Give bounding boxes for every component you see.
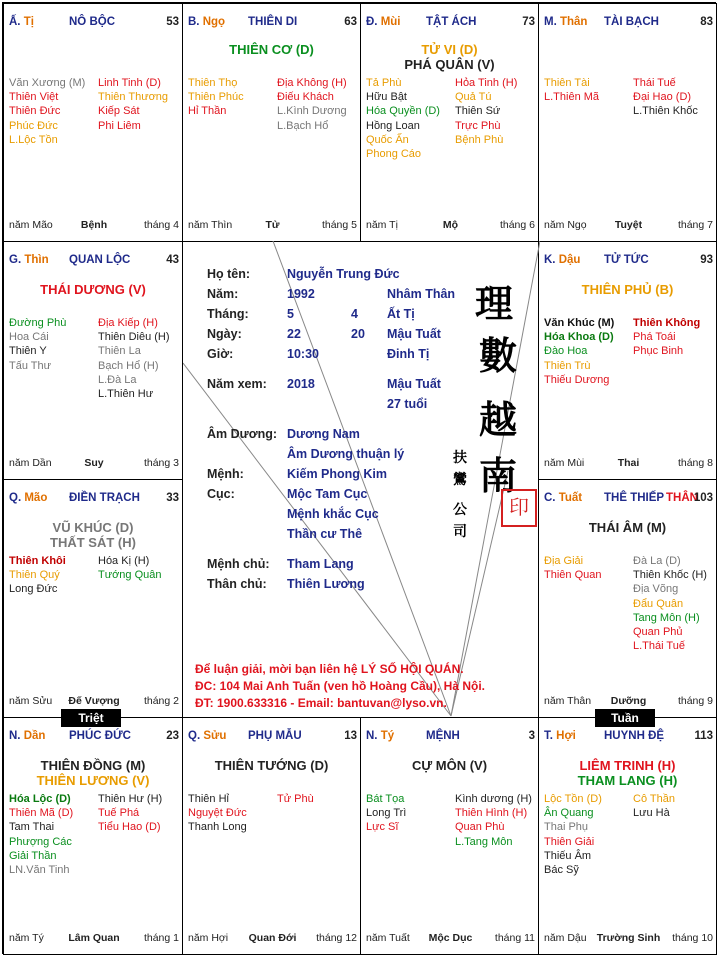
minor-star: Đường Phù xyxy=(9,317,67,329)
foot-stage: Quan Đới xyxy=(248,932,297,944)
minor-star: Phục Binh xyxy=(633,345,684,358)
day-lunar: 20 xyxy=(351,327,365,341)
foot-stage: Mộ xyxy=(442,219,459,231)
minor-star: L.Đà La xyxy=(98,373,137,386)
stars-left xyxy=(188,792,247,835)
main-star: THAM LANG (H) xyxy=(577,773,678,788)
palace-age: 113 xyxy=(694,730,713,742)
minor-star: Quốc Ấn xyxy=(366,133,409,146)
foot-stage: Mộc Dục xyxy=(428,932,473,944)
foot-month: tháng 2 xyxy=(143,695,179,707)
stars-right xyxy=(633,316,700,359)
contact-line-1: Để luận giải, mời bạn liên hệ LÝ SỐ HỘI QUÁN. xyxy=(195,662,464,676)
brand-small-1: 扶 xyxy=(453,450,467,466)
minor-star: Thiên Mã (D) xyxy=(9,807,74,820)
brand-char-3: 越 xyxy=(479,397,518,442)
minor-star: Cô Thần xyxy=(633,793,675,805)
palace-age: 93 xyxy=(700,254,713,266)
palace-position: K. Dậu xyxy=(544,254,581,266)
minor-star: Thanh Long xyxy=(188,821,247,834)
stars-left xyxy=(366,76,440,161)
palace-position: Q. Sửu xyxy=(188,730,227,742)
minor-star: Đà La (D) xyxy=(633,555,681,567)
stars-left xyxy=(9,554,66,597)
main-star: THÁI ÂM (M) xyxy=(588,520,667,535)
foot-year: năm Thìn xyxy=(188,219,233,231)
stars-right xyxy=(98,792,162,835)
minor-star: Địa Kiếp (H) xyxy=(98,317,158,329)
minor-star: Thiên Phúc xyxy=(188,91,244,104)
palace-position: B. Ngọ xyxy=(188,16,226,28)
minor-star: Phúc Đức xyxy=(9,119,58,132)
minor-star: Thiên Trù xyxy=(544,359,591,372)
palace-ty-bottom[interactable] xyxy=(360,717,539,955)
stars-left xyxy=(544,792,602,877)
palace-tuat[interactable] xyxy=(538,479,717,718)
minor-star: Tam Thai xyxy=(9,821,55,834)
minor-star: Nguyệt Đức xyxy=(188,807,247,820)
cuc-value: Mộc Tam Cục xyxy=(287,487,368,501)
minor-star: Phá Toái xyxy=(633,331,676,344)
main-star: THIÊN TƯỚNG (D) xyxy=(214,758,329,773)
minor-star: Thiên Không xyxy=(633,317,701,329)
palace-age: 83 xyxy=(700,16,713,28)
brand-char-4: 南 xyxy=(479,453,518,498)
main-stars xyxy=(4,282,182,297)
main-stars xyxy=(361,758,538,773)
minor-star: Hồng Loan xyxy=(366,119,420,132)
brand-small-3: 公 xyxy=(453,502,467,518)
foot-stage: Dưỡng xyxy=(610,695,647,707)
foot-stage: Bệnh xyxy=(80,219,108,231)
minor-star: L.Thiên Hư xyxy=(98,388,154,401)
minor-star: L.Bạch Hổ xyxy=(277,119,329,132)
minor-star: Tang Môn (H) xyxy=(633,611,700,624)
minor-star: Tiểu Hao (D) xyxy=(98,821,161,834)
minor-star: Thiên Diêu (H) xyxy=(98,331,170,344)
minor-star: Hỉ Thần xyxy=(188,105,227,118)
horoscope-chart xyxy=(2,2,716,954)
center-info-panel xyxy=(183,241,540,718)
stars-left xyxy=(9,76,85,147)
minor-star: Thiên Quan xyxy=(544,569,602,582)
stars-right xyxy=(633,554,707,653)
minor-star: Bệnh Phù xyxy=(455,133,504,146)
palace-ngo[interactable] xyxy=(182,3,361,242)
month-solar: 5 xyxy=(287,307,294,321)
minor-star: Thiên Thọ xyxy=(188,77,238,89)
name-value: Nguyễn Trung Đức xyxy=(287,267,400,281)
main-star: THIÊN LƯƠNG (V) xyxy=(36,773,150,788)
palace-dan[interactable] xyxy=(3,717,183,955)
year-value: 1992 xyxy=(287,287,315,301)
than-position: Thần cư Thê xyxy=(287,527,363,541)
minor-star: Lộc Tồn (D) xyxy=(544,793,602,805)
foot-stage: Tuyệt xyxy=(614,219,643,231)
day-label: Ngày: xyxy=(207,327,242,341)
palace-name: ĐIỀN TRẠCH xyxy=(69,492,140,504)
palace-age: 73 xyxy=(522,16,535,28)
minor-star: Địa Không (H) xyxy=(277,77,347,89)
palace-age: 53 xyxy=(166,16,179,28)
foot-month: tháng 3 xyxy=(143,457,179,469)
main-star: TỬ VI (D) xyxy=(421,42,478,57)
hour-value: 10:30 xyxy=(287,347,319,361)
minor-star: Kiếp Sát xyxy=(98,105,140,118)
minor-star: Thiên Hình (H) xyxy=(455,807,528,820)
menh-chu-label: Mệnh chủ: xyxy=(207,557,270,571)
foot-month: tháng 12 xyxy=(316,932,357,944)
stars-left xyxy=(544,316,614,387)
palace-position: Đ. Mùi xyxy=(366,16,401,28)
minor-star: Hóa Lộc (D) xyxy=(9,793,71,805)
contact-phone-email: ĐT: 1900.633316 - Email: bantuvan@lyso.vn. xyxy=(195,696,447,710)
minor-star: Bác Sỹ xyxy=(544,864,579,877)
main-stars xyxy=(361,42,538,72)
view-year-canchi: Mậu Tuất xyxy=(387,377,441,391)
minor-star: Phong Cáo xyxy=(366,148,422,161)
main-star: THIÊN CƠ (D) xyxy=(229,42,314,57)
palace-position: C. Tuất xyxy=(544,492,583,504)
foot-month: tháng 1 xyxy=(143,932,179,944)
palace-name: QUAN LỘC xyxy=(69,254,131,266)
palace-position: N. Dần xyxy=(9,730,46,742)
stars-right xyxy=(633,792,675,820)
foot-stage: Thai xyxy=(617,457,640,469)
main-stars xyxy=(539,282,716,297)
palace-position: Q. Mão xyxy=(9,492,48,504)
minor-star: Thiên Hư (H) xyxy=(98,793,163,805)
stars-right xyxy=(98,316,170,401)
palace-age: 63 xyxy=(344,16,357,28)
palace-than[interactable] xyxy=(538,3,717,242)
minor-star: Thiên La xyxy=(98,345,141,358)
minor-star: Đào Hoa xyxy=(544,345,588,358)
minor-star: Lưu Hà xyxy=(633,807,670,820)
minor-star: Phượng Các xyxy=(9,835,72,848)
foot-stage: Suy xyxy=(84,457,104,469)
minor-star: Bạch Hổ (H) xyxy=(98,359,159,372)
view-year-value: 2018 xyxy=(287,377,315,391)
palace-mui[interactable] xyxy=(360,3,539,242)
minor-star: L.Tang Môn xyxy=(455,835,513,848)
stars-right xyxy=(455,792,532,849)
palace-name: NÔ BỘC xyxy=(69,16,115,28)
minor-star: Đẩu Quân xyxy=(633,597,684,610)
minor-star: Hoa Cái xyxy=(9,331,49,344)
stars-left xyxy=(9,792,73,877)
main-stars xyxy=(183,758,360,773)
minor-star: Tả Phù xyxy=(366,77,402,89)
cuc-relation: Mệnh khắc Cục xyxy=(287,507,379,521)
palace-age: 103 xyxy=(693,492,713,504)
minor-star: Thiếu Dương xyxy=(544,373,610,386)
stars-left xyxy=(544,76,599,104)
minor-star: Địa Giải xyxy=(544,555,584,567)
foot-year: năm Tý xyxy=(9,932,44,944)
minor-star: L.Thái Tuế xyxy=(633,640,685,653)
main-star: PHÁ QUÂN (V) xyxy=(404,57,495,72)
foot-year: năm Sửu xyxy=(9,695,53,707)
palace-name: TẬT ÁCH xyxy=(426,16,477,28)
minor-star: Thiên Khốc (H) xyxy=(633,569,707,582)
minor-star: Long Trì xyxy=(366,807,407,820)
minor-star: Quả Tú xyxy=(455,91,492,104)
minor-star: Ân Quang xyxy=(544,807,594,820)
minor-star: Đại Hao (D) xyxy=(633,91,692,104)
minor-star: Lực Sĩ xyxy=(366,821,399,834)
menh-value: Kiếm Phong Kim xyxy=(287,467,388,481)
foot-stage: Tử xyxy=(265,219,280,231)
minor-star: Hóa Quyền (D) xyxy=(366,105,440,118)
minor-star: L.Thiên Mã xyxy=(544,91,600,104)
stars-right xyxy=(98,76,168,133)
foot-month: tháng 4 xyxy=(143,219,179,231)
minor-star: Giải Thần xyxy=(9,849,57,862)
brand-char-1: 理 xyxy=(475,281,514,326)
minor-star: L.Kình Dương xyxy=(277,105,347,118)
palace-name: THIÊN DI xyxy=(248,16,298,28)
palace-position: N. Tý xyxy=(366,730,395,742)
palace-position: Ấ. Tị xyxy=(9,16,34,28)
palace-position: M. Thân xyxy=(544,16,588,28)
stars-right xyxy=(455,76,517,147)
than-chu-label: Thân chủ: xyxy=(207,577,267,591)
contact-address: ĐC: 104 Mai Anh Tuấn (ven hồ Hoàng Cầu), Hà Nội. xyxy=(195,679,486,693)
menh-chu-value: Tham Lang xyxy=(287,557,354,571)
main-stars xyxy=(539,520,716,535)
minor-star: Thái Tuế xyxy=(633,77,676,89)
foot-month: tháng 10 xyxy=(672,932,713,944)
minor-star: LN.Văn Tinh xyxy=(9,864,70,877)
hour-canchi: Đinh Tị xyxy=(387,347,430,361)
year-label: Năm: xyxy=(207,287,239,301)
day-solar: 22 xyxy=(287,327,301,341)
month-label: Tháng: xyxy=(207,307,249,321)
palace-position: G. Thìn xyxy=(9,254,49,266)
foot-month: tháng 5 xyxy=(321,219,357,231)
foot-month: tháng 7 xyxy=(677,219,713,231)
foot-stage: Đế Vượng xyxy=(68,695,120,707)
brand-small-2: 鸞 xyxy=(453,472,467,488)
name-label: Họ tên: xyxy=(207,267,251,281)
main-star: VŨ KHÚC (D) xyxy=(52,520,134,535)
foot-stage: Lâm Quan xyxy=(68,932,120,944)
palace-ty-top[interactable] xyxy=(3,3,183,242)
main-star: THIÊN ĐỒNG (M) xyxy=(40,758,146,773)
minor-star: Quan Phù xyxy=(455,821,505,834)
stars-right xyxy=(633,76,698,119)
palace-age: 3 xyxy=(528,730,535,742)
minor-star: Thiên Khôi xyxy=(9,555,66,567)
foot-year: năm Tuất xyxy=(366,932,410,944)
minor-star: Thiên Đức xyxy=(9,105,61,118)
minor-star: Thiếu Âm xyxy=(544,849,592,862)
minor-star: Thiên Y xyxy=(9,345,47,358)
palace-name: TÀI BẠCH xyxy=(604,16,659,28)
brand-small-4: 司 xyxy=(453,524,467,540)
minor-star: Linh Tinh (D) xyxy=(98,77,161,89)
brand-char-2: 數 xyxy=(479,333,518,378)
minor-star: Hỏa Tinh (H) xyxy=(455,77,518,89)
red-seal-stamp: 印 xyxy=(501,489,537,527)
stars-right xyxy=(277,792,314,806)
minor-star: Tấu Thư xyxy=(9,359,52,372)
foot-year: năm Dần xyxy=(9,457,52,469)
palace-age: 13 xyxy=(344,730,357,742)
main-stars xyxy=(4,758,182,788)
main-stars xyxy=(4,520,182,550)
month-lunar: 4 xyxy=(351,307,358,321)
palace-suu[interactable] xyxy=(182,717,361,955)
minor-star: Hóa Kị (H) xyxy=(98,555,150,567)
triet-marker: Triệt xyxy=(61,709,121,727)
day-canchi: Mậu Tuất xyxy=(387,327,441,341)
main-star: THÁI DƯƠNG (V) xyxy=(40,282,146,297)
age-value: 27 tuổi xyxy=(387,397,428,411)
minor-star: Thiên Hỉ xyxy=(188,793,229,805)
main-star: THIÊN PHỦ (B) xyxy=(581,282,674,297)
foot-month: tháng 11 xyxy=(494,932,535,944)
palace-age: 23 xyxy=(166,730,179,742)
minor-star: Trực Phù xyxy=(455,119,501,132)
main-stars xyxy=(183,42,360,57)
minor-star: Thiên Quý xyxy=(9,569,60,582)
body-palace-tag: THÂN xyxy=(666,492,698,504)
minor-star: Tuế Phá xyxy=(98,807,140,820)
menh-label: Mệnh: xyxy=(207,467,244,481)
palace-name: MỆNH xyxy=(426,730,460,742)
minor-star: Bát Tọa xyxy=(366,793,405,805)
hour-label: Giờ: xyxy=(207,347,234,361)
palace-dau[interactable] xyxy=(538,241,717,480)
year-canchi: Nhâm Thân xyxy=(387,287,456,301)
palace-thin[interactable] xyxy=(3,241,183,480)
palace-age: 33 xyxy=(166,492,179,504)
minor-star: Hữu Bật xyxy=(366,91,407,104)
cuc-label: Cục: xyxy=(207,487,235,501)
stars-left xyxy=(366,792,406,835)
minor-star: L.Lộc Tồn xyxy=(9,133,58,146)
foot-month: tháng 9 xyxy=(677,695,713,707)
minor-star: Quan Phủ xyxy=(633,626,683,639)
minor-star: Thai Phụ xyxy=(544,821,589,834)
minor-star: L.Thiên Khốc xyxy=(633,105,698,118)
palace-name: PHỤ MẪU xyxy=(248,730,302,742)
minor-star: Long Đức xyxy=(9,583,58,596)
view-year-label: Năm xem: xyxy=(207,377,267,391)
minor-star: Văn Xương (M) xyxy=(9,77,86,89)
main-star: LIÊM TRINH (H) xyxy=(579,758,676,773)
palace-name: THÊ THIẾP xyxy=(604,492,665,504)
minor-star: Điếu Khách xyxy=(277,91,334,104)
minor-star: Văn Khúc (M) xyxy=(544,317,615,329)
foot-year: năm Tị xyxy=(366,219,398,231)
minor-star: Phi Liêm xyxy=(98,119,141,132)
stars-left xyxy=(9,316,66,373)
minor-star: Thiên Thương xyxy=(98,91,169,104)
tuan-marker: Tuần xyxy=(595,709,655,727)
minor-star: Thiên Giải xyxy=(544,835,595,848)
minor-star: Tướng Quân xyxy=(98,569,162,582)
palace-name: PHÚC ĐỨC xyxy=(69,730,131,742)
minor-star: Tử Phù xyxy=(277,793,314,805)
foot-year: năm Thân xyxy=(544,695,592,707)
main-star: THẤT SÁT (H) xyxy=(50,535,136,550)
yinyang-value: Dương Nam xyxy=(287,427,360,441)
stars-right xyxy=(98,554,162,582)
month-canchi: Ất Tị xyxy=(387,307,415,321)
main-stars xyxy=(539,758,716,788)
foot-year: năm Ngọ xyxy=(544,219,587,231)
yinyang-note: Âm Dương thuận lý xyxy=(287,447,405,461)
stars-left xyxy=(188,76,244,119)
stars-left xyxy=(544,554,601,582)
stars-right xyxy=(277,76,347,133)
foot-month: tháng 8 xyxy=(677,457,713,469)
minor-star: Kình dương (H) xyxy=(455,793,532,805)
palace-name: TỬ TỨC xyxy=(604,254,649,266)
minor-star: Thiên Sứ xyxy=(455,105,501,118)
minor-star: Địa Võng xyxy=(633,583,679,596)
palace-position: T. Hợi xyxy=(544,730,576,742)
than-chu-value: Thiên Lương xyxy=(287,577,365,591)
main-star: CỰ MÔN (V) xyxy=(411,758,488,773)
foot-year: năm Mùi xyxy=(544,457,585,469)
foot-stage: Trường Sinh xyxy=(596,932,661,944)
foot-year: năm Hợi xyxy=(188,932,229,944)
palace-hoi[interactable] xyxy=(538,717,717,955)
palace-name: HUYNH ĐỆ xyxy=(604,730,665,742)
minor-star: Thiên Tài xyxy=(544,77,590,89)
foot-month: tháng 6 xyxy=(499,219,535,231)
foot-year: năm Dậu xyxy=(544,932,587,944)
minor-star: Thiên Việt xyxy=(9,91,59,104)
palace-mao[interactable] xyxy=(3,479,183,718)
minor-star: Hóa Khoa (D) xyxy=(544,331,614,344)
palace-age: 43 xyxy=(166,254,179,266)
yinyang-label: Âm Dương: xyxy=(207,427,278,441)
foot-year: năm Mão xyxy=(9,219,53,231)
